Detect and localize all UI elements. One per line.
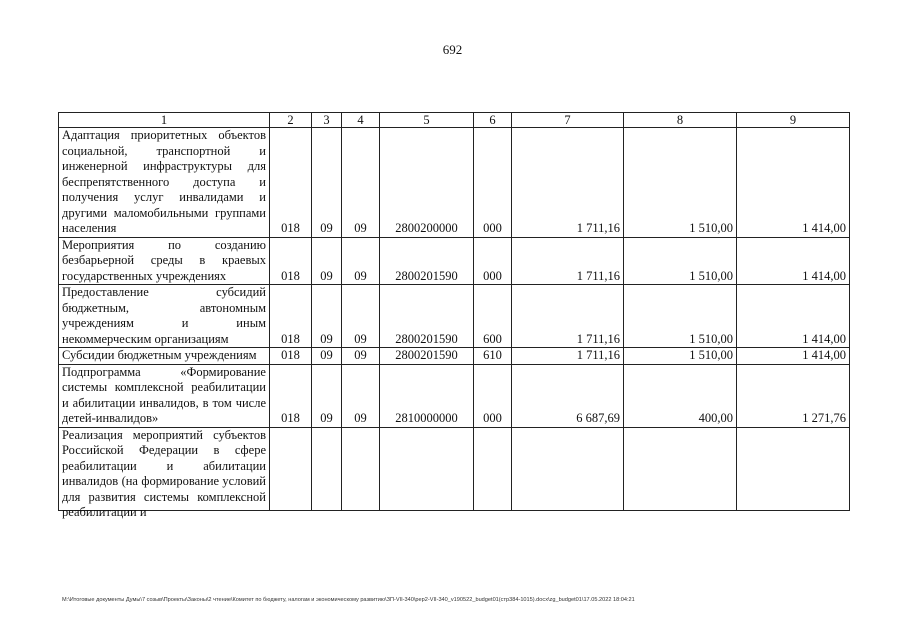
column-header: 4 [342, 113, 380, 128]
column-header: 5 [380, 113, 474, 128]
empty-cell [312, 427, 342, 510]
cell-amount-9: 1 271,76 [737, 364, 850, 427]
row-name: Адаптация приоритетных объектов социальной, транспортной и инженерной инфраструктуры для беспрепятственного доступа и получения услуг инвалидами и другими маломобильными группами населения [59, 128, 270, 238]
cell-amount-7: 1 711,16 [512, 348, 624, 365]
empty-cell [512, 427, 624, 510]
cell-subsection: 09 [342, 128, 380, 238]
column-header: 1 [59, 113, 270, 128]
cell-section: 09 [312, 285, 342, 348]
cell-section: 09 [312, 237, 342, 285]
cell-section: 09 [312, 364, 342, 427]
cell-section: 09 [312, 348, 342, 365]
row-name-text: Реализация мероприятий субъектов Российской Федерации в сфере реабилитации и абилитации инвалидов (на формирование условий для развития системы комплексной реабилитации и [62, 427, 266, 519]
cell-ministry-code: 018 [270, 237, 312, 285]
row-name: Предоставление субсидий бюджетным, автономным учреждениям и иным некоммерческим организациям [59, 285, 270, 348]
column-header: 8 [624, 113, 737, 128]
cell-amount-7: 1 711,16 [512, 237, 624, 285]
cell-expense-type: 000 [474, 364, 512, 427]
empty-cell [270, 427, 312, 510]
table-row [59, 128, 850, 238]
cell-ministry-code: 018 [270, 285, 312, 348]
cell-amount-9: 1 414,00 [737, 348, 850, 365]
cell-ministry-code: 018 [270, 128, 312, 238]
cell-expense-type: 600 [474, 285, 512, 348]
column-header: 9 [737, 113, 850, 128]
row-name [59, 427, 270, 519]
cell-target-article: 2810000000 [380, 364, 474, 427]
cell-amount-9: 1 414,00 [737, 237, 850, 285]
row-name: Субсидии бюджетным учреждениям [59, 348, 270, 365]
cell-amount-9: 1 414,00 [737, 128, 850, 238]
cell-ministry-code: 018 [270, 348, 312, 365]
cell-amount-8: 400,00 [624, 364, 737, 427]
empty-cell [624, 427, 737, 510]
cell-expense-type: 000 [474, 237, 512, 285]
cell-section: 09 [312, 128, 342, 238]
empty-cell [474, 427, 512, 510]
table-row [59, 364, 850, 427]
table-row [59, 285, 850, 348]
cell-amount-7: 1 711,16 [512, 285, 624, 348]
cell-expense-type: 000 [474, 128, 512, 238]
cell-amount-8: 1 510,00 [624, 285, 737, 348]
column-header: 7 [512, 113, 624, 128]
cell-subsection: 09 [342, 348, 380, 365]
empty-cell [380, 427, 474, 510]
cell-target-article: 2800201590 [380, 237, 474, 285]
cell-amount-7: 1 711,16 [512, 128, 624, 238]
cell-subsection: 09 [342, 237, 380, 285]
cell-amount-8: 1 510,00 [624, 237, 737, 285]
cell-amount-8: 1 510,00 [624, 128, 737, 238]
budget-table [58, 112, 850, 519]
footer-file-path: M:\Итоговые документы Думы\7 созыв\Проекты\Законы\2 чтение\Комитет по бюджету, налогам и экономическому развитию\ЗП-VII-340\pep2-VII-340_v190522_budget01(стр384-1015).docx\zg_budget01\17.05.2022 18:04:21 [62, 597, 635, 603]
cell-amount-7: 6 687,69 [512, 364, 624, 427]
column-header: 6 [474, 113, 512, 128]
cell-amount-8: 1 510,00 [624, 348, 737, 365]
cell-expense-type: 610 [474, 348, 512, 365]
row-name: Подпрограмма «Формирование системы комплексной реабилитации и абилитации инвалидов, в том числе детей-инвалидов» [59, 364, 270, 427]
table-row-partial [59, 427, 850, 510]
row-name: Мероприятия по созданию безбарьерной среды в краевых государственных учреждениях [59, 237, 270, 285]
column-header: 2 [270, 113, 312, 128]
page-number: 692 [442, 42, 463, 57]
table-row [59, 237, 850, 285]
cell-subsection: 09 [342, 285, 380, 348]
table-row [59, 348, 850, 365]
cell-subsection: 09 [342, 364, 380, 427]
table-header-row [59, 113, 850, 128]
empty-cell [737, 427, 850, 510]
column-header: 3 [312, 113, 342, 128]
cell-amount-9: 1 414,00 [737, 285, 850, 348]
empty-cell [342, 427, 380, 510]
cell-target-article: 2800201590 [380, 285, 474, 348]
cell-target-article: 2800201590 [380, 348, 474, 365]
cell-ministry-code: 018 [270, 364, 312, 427]
cell-target-article: 2800200000 [380, 128, 474, 238]
